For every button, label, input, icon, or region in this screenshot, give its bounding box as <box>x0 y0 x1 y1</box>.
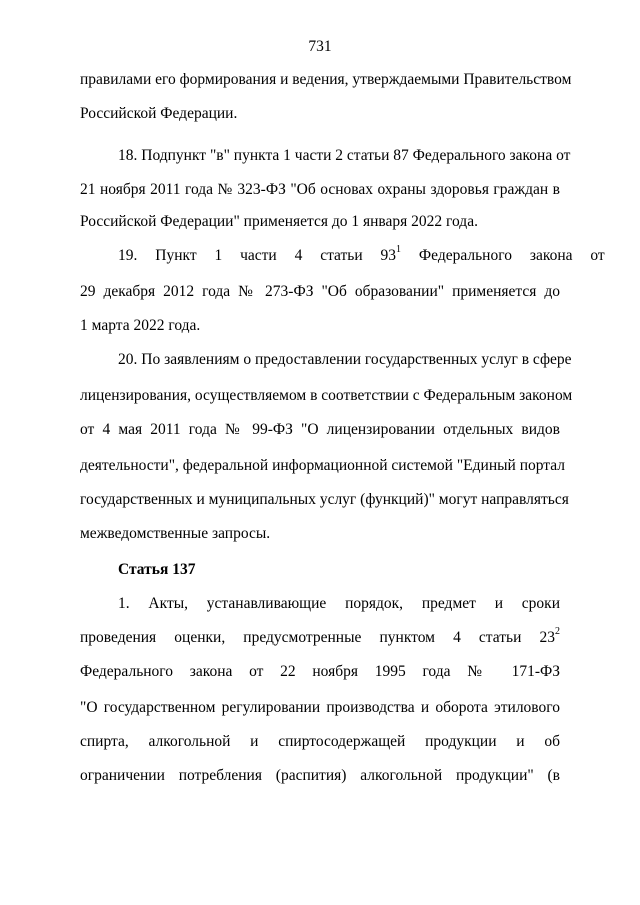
text-line: Российской Федерации" применяется до 1 января 2022 года. <box>80 213 478 230</box>
article-heading: Статья 137 <box>118 561 196 578</box>
text-line: лицензирования, осуществляемом в соответствии с Федеральным законом <box>80 387 573 404</box>
page-number: 731 <box>308 38 332 55</box>
text-line: спирта, алкогольной и спиртосодержащей продукции и об <box>80 733 560 750</box>
text-line: 29 декабря 2012 года № 273-ФЗ "Об образовании" применяется до <box>80 283 560 300</box>
text-line: Российской Федерации. <box>80 105 238 122</box>
text-line: 1 марта 2022 года. <box>80 317 201 334</box>
text-line: 21 ноября 2011 года № 323-ФЗ "Об основах охраны здоровья граждан в <box>80 181 560 198</box>
paragraph-19-first-line <box>118 243 605 266</box>
text-line: ограничении потребления (распития) алкогольной продукции" (в <box>80 767 560 784</box>
text-line: межведомственные запросы. <box>80 525 271 542</box>
paragraph-20-first-line: 20. По заявлениям о предоставлении государственных услуг в сфере <box>118 351 572 368</box>
text-line: "О государственном регулировании производства и оборота этилового <box>80 699 560 716</box>
superscript: 2 <box>555 625 560 637</box>
text-line: Федерального закона от 22 ноября 1995 года № 171-ФЗ <box>80 663 560 680</box>
text-fragment: проведения оценки, предусмотренные пунктом 4 статьи 23 <box>80 629 555 646</box>
text-line: государственных и муниципальных услуг (функций)" могут направляться <box>80 491 569 508</box>
text-fragment: Федерального закона от <box>401 247 605 264</box>
article-137-first-line: 1. Акты, устанавливающие порядок, предмет и сроки <box>118 595 560 612</box>
text-line: деятельности", федеральной информационной системой "Единый портал <box>80 457 566 474</box>
paragraph-18-first-line: 18. Подпункт "в" пункта 1 части 2 статьи 87 Федерального закона от <box>118 147 571 164</box>
text-fragment: 19. Пункт 1 части 4 статьи 93 <box>118 247 397 264</box>
text-line <box>80 625 560 648</box>
text-line: от 4 мая 2011 года № 99-ФЗ "О лицензировании отдельных видов <box>80 421 560 438</box>
text-line: правилами его формирования и ведения, утверждаемыми Правительством <box>80 71 572 88</box>
superscript: 1 <box>396 243 402 255</box>
